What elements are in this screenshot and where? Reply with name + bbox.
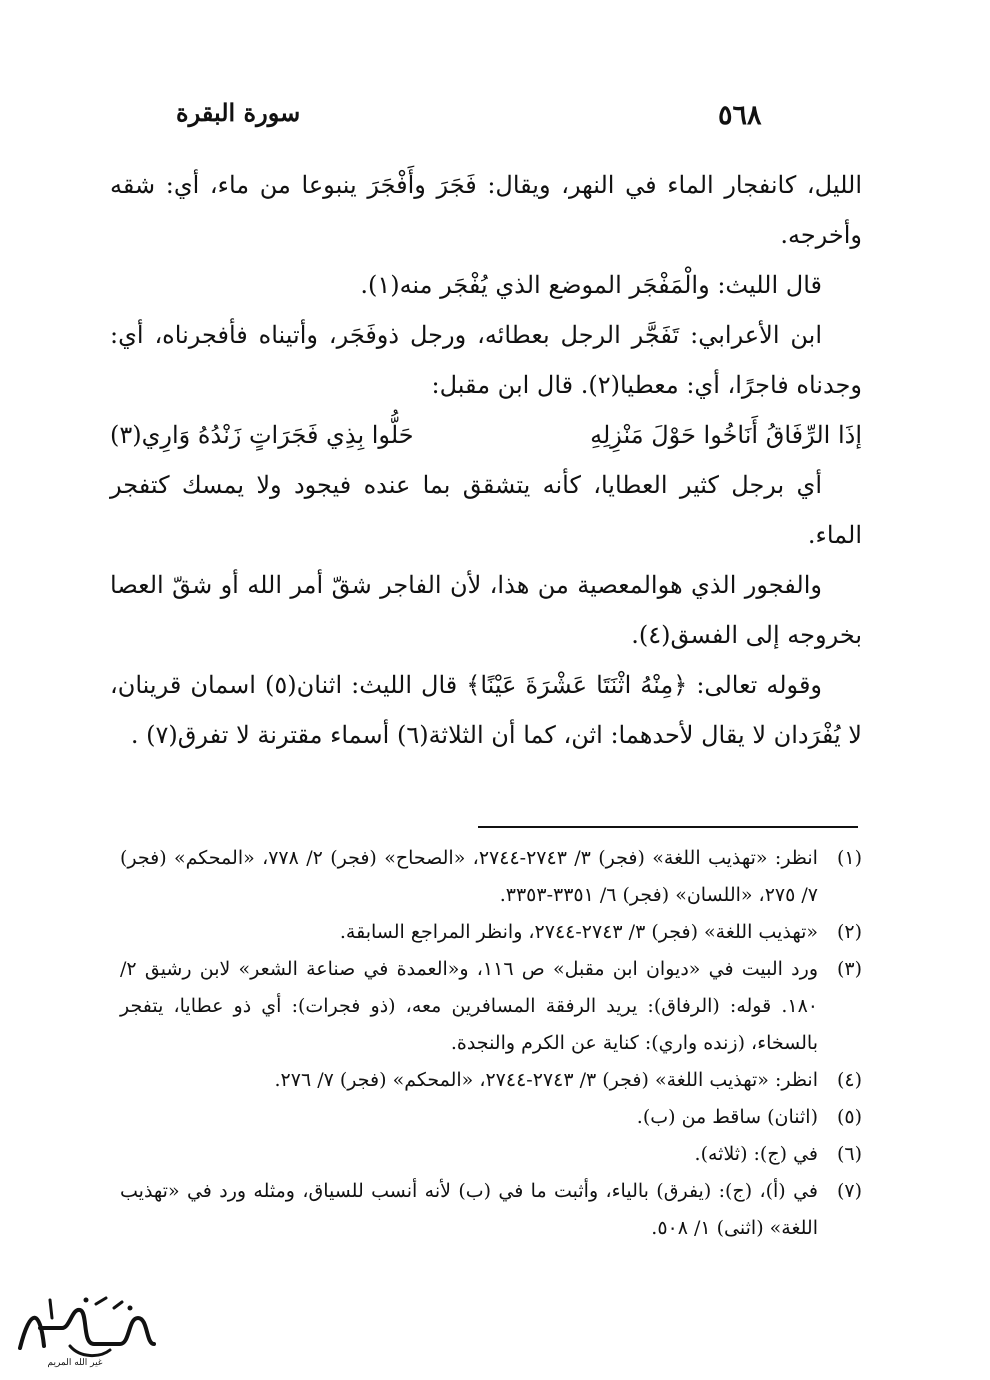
footnote-text: «تهذيب اللغة» (فجر) ٣/ ٢٧٤٣-٢٧٤٤، وانظر المراجع السابقة. [339, 921, 818, 943]
footnote-text: (اثنان) ساقط من (ب). [636, 1106, 818, 1128]
footnote-number: (٦) [836, 1143, 862, 1165]
main-text [110, 160, 862, 760]
footnotes [120, 840, 862, 1247]
footnote-item [120, 951, 862, 1062]
paragraph: الليل، كانفجار الماء في النهر، ويقال: فَجَرَ وأَفْجَرَ ينبوعا من ماء، أي: شقه وأخرجه. [110, 171, 862, 249]
footnote-number: (٢) [836, 921, 862, 943]
footnote-number: (٥) [836, 1106, 862, 1128]
footnote-item [120, 1062, 862, 1099]
paragraph: وقوله تعالى: ﴿مِنْهُ اثْنَتَا عَشْرَةَ عَيْنًا﴾ قال الليث: اثنان(٥) اسمان قرينان، لا يُفْرَدان لا يقال لأحدهما: اثن، كما أن الثلاثة(٦) أسماء مقترنة لا تفرق(٧) . [110, 671, 862, 749]
footnote-item [120, 1173, 862, 1247]
footnote-text: في (أ)، (ج): (يفرق) بالياء، وأثبت ما في (ب) لأنه أنسب للسياق، ومثله ورد في «تهذيب اللغة» (اثنى) ١/ ٥٠٨. [120, 1180, 818, 1239]
footnote-item [120, 1099, 862, 1136]
paragraph: أي برجل كثير العطايا، كأنه يتشقق بما عنده فيجود ولا يمسك كتفجر الماء. [110, 471, 862, 549]
paragraph: والفجور الذي هوالمعصية من هذا، لأن الفاجر شقّ أمر الله أو شقّ العصا بخروجه إلى الفسق(٤). [110, 571, 862, 649]
paragraph: قال الليث: والْمَفْجَر الموضع الذي يُفْجَر منه(١). [360, 271, 822, 299]
footnote-item [120, 914, 862, 951]
footnote-number: (١) [836, 847, 862, 869]
footnote-text: انظر: «تهذيب اللغة» (فجر) ٣/ ٢٧٤٣-٢٧٤٤، «الصحاح» (فجر) ٢/ ٧٧٨، «المحكم» (فجر) ٧/ ٢٧٥، «اللسان» (فجر) ٦/ ٣٣٥١-٣٣٥٣. [120, 847, 818, 906]
footnote-number: (٣) [836, 958, 862, 980]
logo-drawing [10, 1288, 160, 1366]
verse-first-hemistich: إذَا الرِّفَاقُ أَنَاخُوا حَوْلَ مَنْزِلِهِ [590, 421, 862, 449]
poetry-verse [110, 410, 862, 460]
footnote-item [120, 840, 862, 914]
footnote-text: ورد البيت في «ديوان ابن مقبل» ص ١١٦، و«العمدة في صناعة الشعر» لابن رشيق ٢/ ١٨٠. قوله: (الرفاق): يريد الرفقة المسافرين معه، (ذو فجرات): أي ذو عطايا، يتفجر بالسخاء، (زنده واري): كناية عن الكرم والنجدة. [120, 958, 818, 1054]
footnote-item [120, 1136, 862, 1173]
calligraphy-logo-icon [10, 1288, 160, 1366]
footnote-divider [478, 826, 858, 828]
footnote-number: (٤) [836, 1069, 862, 1091]
footnote-text: في (ج): (ثلاثه). [694, 1143, 818, 1165]
logo-caption: غير الله المريم [47, 1358, 103, 1368]
footnote-number: (٧) [836, 1180, 862, 1202]
footnote-text: انظر: «تهذيب اللغة» (فجر) ٣/ ٢٧٤٣-٢٧٤٤، «المحكم» (فجر) ٧/ ٢٧٦. [274, 1069, 818, 1091]
paragraph: ابن الأعرابي: تَفَجَّر الرجل بعطائه، ورجل ذوفَجَر، وأتيناه فأفجرناه، أي: وجدناه فاجرًا، أي: معطيا(٢). قال ابن مقبل: [110, 321, 862, 399]
surah-title: سورة البقرة [176, 98, 301, 127]
page-number: ٥٦٨ [718, 100, 762, 131]
verse-second-hemistich: حَلُّوا بِذِي فَجَرَاتٍ زَنْدُهُ وَارِي(٣) [110, 421, 414, 449]
